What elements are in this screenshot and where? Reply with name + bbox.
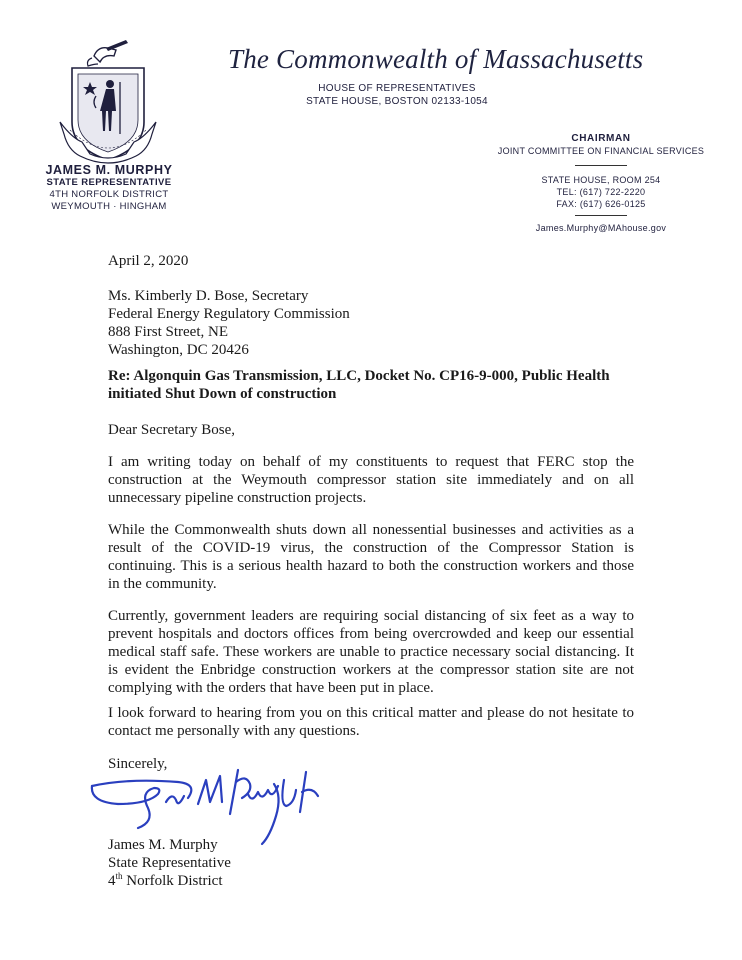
recipient-line: Washington, DC 20426 (108, 342, 249, 358)
signer-district (108, 872, 231, 890)
district-name: Norfolk District (122, 873, 223, 889)
fax-number: FAX: (617) 626-0125 (556, 199, 646, 209)
committee-block (476, 132, 726, 234)
commonwealth-title: The Commonwealth of Massachusetts (228, 44, 644, 74)
signer-title: State Representative (108, 855, 231, 871)
committee-name: JOINT COMMITTEE ON FINANCIAL SERVICES (497, 146, 705, 156)
district-suffix: th (115, 871, 123, 881)
representative-block (14, 163, 204, 213)
subject-line: Re: Algonquin Gas Transmission, LLC, Docket No. CP16-9-000, Public Health initiated Shut Down of construction (108, 368, 610, 402)
recipient-line: 888 First Street, NE (108, 324, 228, 340)
house-block (292, 82, 502, 108)
recipient-line: Ms. Kimberly D. Bose, Secretary (108, 288, 309, 304)
paragraph-2: While the Commonwealth shuts down all nonessential businesses and activities as a result of the COVID-19 virus, the construction of the Compressor Station is continuing. This is a serious health hazard to both the construction workers and those in the community. (108, 522, 634, 592)
signer-name: James M. Murphy (108, 837, 218, 853)
house-address: STATE HOUSE, BOSTON 02133-1054 (306, 96, 488, 107)
chairman-label: CHAIRMAN (571, 133, 631, 144)
recipient-address (108, 287, 350, 359)
paragraph-3: Currently, government leaders are requiring social distancing of six feet as a way to prevent hospitals and doctors offices from being overcrowded and keep our essential medical staff safe. These workers are unable to practice necessary social distancing. It is evident the Enbridge construction workers at the compressor station site are not complying with the orders that have been put in place. (108, 608, 634, 696)
email-address: James.Murphy@MAhouse.gov (535, 223, 667, 233)
divider (575, 215, 627, 216)
tel-number: TEL: (617) 722-2220 (556, 187, 646, 197)
rep-title: STATE REPRESENTATIVE (46, 177, 172, 188)
paragraph-1: I am writing today on behalf of my constituents to request that FERC stop the construction at the Weymouth compressor station site immediately and on all unnecessary pipeline construction projects. (108, 454, 634, 506)
recipient-line: Federal Energy Regulatory Commission (108, 306, 350, 322)
office-room: STATE HOUSE, ROOM 254 (541, 175, 661, 185)
rep-district: 4TH NORFOLK DISTRICT (49, 189, 169, 200)
closing: Sincerely, (108, 756, 168, 772)
salutation: Dear Secretary Bose, (108, 422, 236, 438)
rep-towns: WEYMOUTH · HINGHAM (51, 201, 167, 212)
signature-block (108, 836, 231, 890)
house-name: HOUSE OF REPRESENTATIVES (318, 83, 476, 94)
rep-name: JAMES M. MURPHY (45, 163, 173, 177)
divider (575, 165, 627, 166)
district-number: 4 (108, 873, 116, 889)
massachusetts-seal (52, 38, 164, 166)
letter-date: April 2, 2020 (108, 253, 189, 269)
paragraph-4: I look forward to hearing from you on this critical matter and please do not hesitate to contact me personally with any questions. (108, 705, 634, 739)
